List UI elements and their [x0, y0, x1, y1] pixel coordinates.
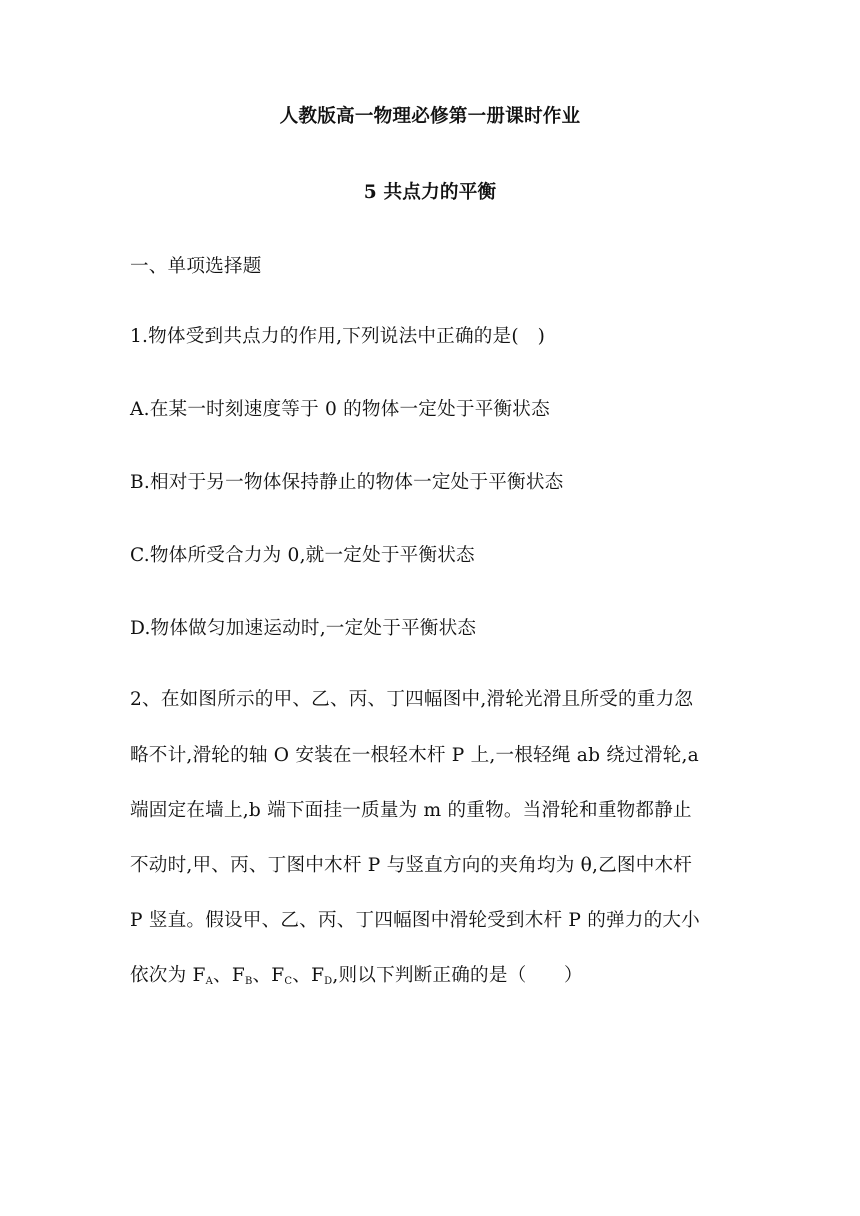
- question-2-line-1: 2、在如图所示的甲、乙、丙、丁四幅图中,滑轮光滑且所受的重力忽: [130, 689, 694, 710]
- document-title: 人教版高一物理必修第一册课时作业: [279, 106, 581, 127]
- force-symbol: F: [231, 965, 245, 986]
- force-symbol: F: [192, 965, 206, 986]
- force-symbol: F: [271, 965, 285, 986]
- question-1-option-b: B.相对于另一物体保持静止的物体一定处于平衡状态: [130, 472, 564, 493]
- separator: 、: [213, 965, 232, 986]
- section-heading: 一、单项选择题: [130, 256, 262, 277]
- subscript-b: B: [244, 976, 253, 987]
- line-6-prefix: 依次为: [130, 965, 193, 986]
- force-d: [311, 965, 332, 986]
- question-1-option-c: C.物体所受合力为 0,就一定处于平衡状态: [130, 545, 475, 566]
- question-2-line-3: 端固定在墙上,b 端下面挂一质量为 m 的重物。当滑轮和重物都静止: [130, 800, 692, 821]
- force-b: [232, 965, 253, 986]
- subscript-a: A: [205, 976, 214, 987]
- question-2-line-5: P 竖直。假设甲、乙、丙、丁四幅图中滑轮受到木杆 P 的弹力的大小: [130, 910, 700, 931]
- question-2-line-2: 略不计,滑轮的轴 O 安装在一根轻木杆 P 上,一根轻绳 ab 绕过滑轮,a: [130, 745, 699, 766]
- separator: 、: [252, 965, 272, 986]
- question-2-line-4: 不动时,甲、丙、丁图中木杆 P 与竖直方向的夹角均为 θ,乙图中木杆: [130, 855, 693, 876]
- question-1-stem: 1.物体受到共点力的作用,下列说法中正确的是( ): [130, 326, 546, 347]
- lesson-title: 5 共点力的平衡: [363, 182, 497, 203]
- question-2-line-6: [130, 964, 583, 988]
- subscript-c: C: [284, 976, 293, 987]
- force-a: [193, 965, 214, 986]
- subscript-d: D: [324, 976, 333, 987]
- force-c: [271, 965, 292, 986]
- question-1-option-a: A.在某一时刻速度等于 0 的物体一定处于平衡状态: [130, 399, 550, 420]
- line-6-suffix: ,则以下判断正确的是（ ）: [332, 965, 583, 986]
- question-1-option-d: D.物体做匀加速运动时,一定处于平衡状态: [130, 618, 477, 639]
- force-symbol: F: [311, 965, 325, 986]
- separator: 、: [292, 965, 312, 986]
